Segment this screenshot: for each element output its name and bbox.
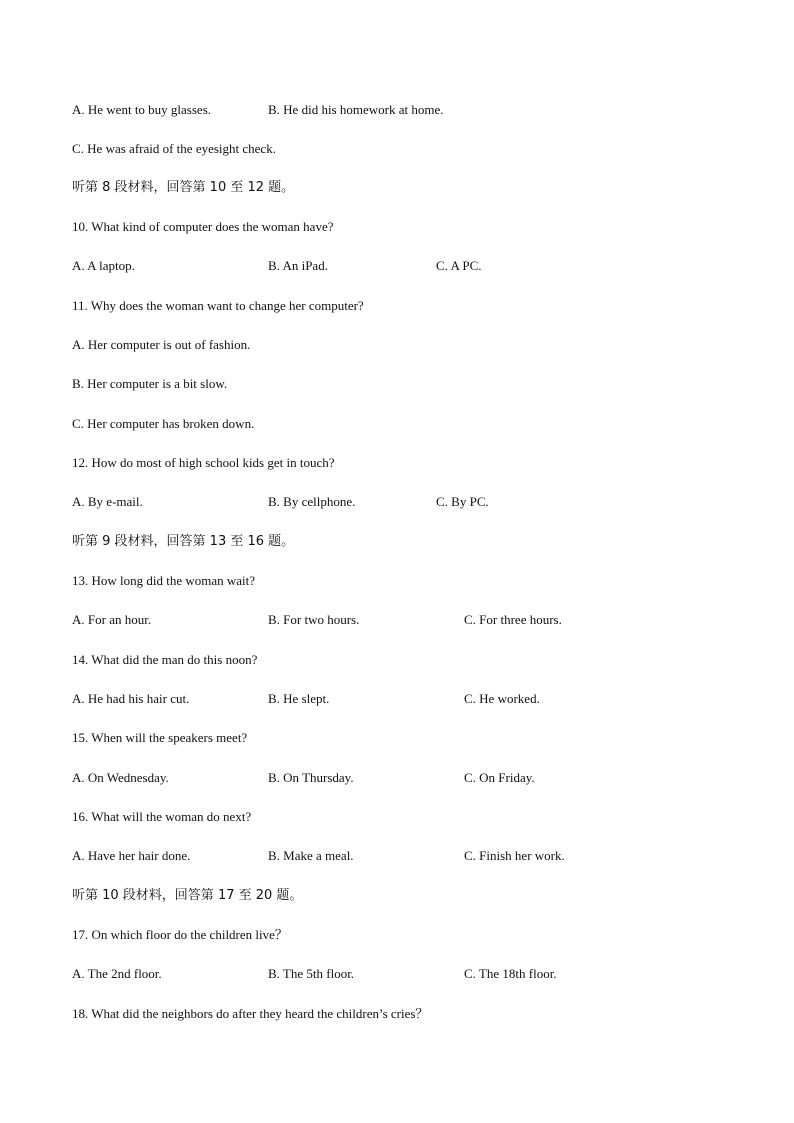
section-8-heading: 听第 8 段材料，回答第 10 至 12 题。 xyxy=(72,180,295,195)
q16-option-b: B. Make a meal. xyxy=(268,848,354,863)
q11-option-a: A. Her computer is out of fashion. xyxy=(72,337,251,352)
q10-option-c: C. A PC. xyxy=(436,258,482,273)
q11-option-b: B. Her computer is a bit slow. xyxy=(72,376,228,391)
q13-option-c: C. For three hours. xyxy=(464,612,562,627)
q17-question: 17. On which floor do the children live？ xyxy=(72,927,288,942)
q12-option-c: C. By PC. xyxy=(436,494,489,509)
q12-option-a: A. By e-mail. xyxy=(72,494,143,509)
q10-option-a: A. A laptop. xyxy=(72,258,135,273)
q17-option-a: A. The 2nd floor. xyxy=(72,966,162,981)
q14-option-a: A. He had his hair cut. xyxy=(72,691,190,706)
q12-question: 12. How do most of high school kids get in touch? xyxy=(72,455,335,470)
q15-question: 15. When will the speakers meet? xyxy=(72,730,248,745)
q9-option-a: A. He went to buy glasses. xyxy=(72,102,212,117)
q17-option-b: B. The 5th floor. xyxy=(268,966,355,981)
q14-option-b: B. He slept. xyxy=(268,691,330,706)
q9-option-b: B. He did his homework at home. xyxy=(268,102,444,117)
q15-option-b: B. On Thursday. xyxy=(268,770,354,785)
section-10-heading: 听第 10 段材料，回答第 17 至 20 题。 xyxy=(72,888,303,903)
q10-question: 10. What kind of computer does the woman have? xyxy=(72,219,334,234)
q16-question: 16. What will the woman do next? xyxy=(72,809,252,824)
q17-option-c: C. The 18th floor. xyxy=(464,966,557,981)
q13-question: 13. How long did the woman wait? xyxy=(72,573,256,588)
q11-question: 11. Why does the woman want to change her computer? xyxy=(72,298,364,313)
q9-option-c: C. He was afraid of the eyesight check. xyxy=(72,141,276,156)
q16-option-c: C. Finish her work. xyxy=(464,848,565,863)
q13-option-b: B. For two hours. xyxy=(268,612,360,627)
q11-option-c: C. Her computer has broken down. xyxy=(72,416,255,431)
q10-option-b: B. An iPad. xyxy=(268,258,328,273)
q12-option-b: B. By cellphone. xyxy=(268,494,356,509)
q13-option-a: A. For an hour. xyxy=(72,612,152,627)
q18-question: 18. What did the neighbors do after they heard the children’s cries？ xyxy=(72,1006,429,1021)
q15-option-a: A. On Wednesday. xyxy=(72,770,169,785)
section-9-heading: 听第 9 段材料，回答第 13 至 16 题。 xyxy=(72,534,295,549)
q15-option-c: C. On Friday. xyxy=(464,770,535,785)
q14-question: 14. What did the man do this noon? xyxy=(72,652,258,667)
q16-option-a: A. Have her hair done. xyxy=(72,848,191,863)
q14-option-c: C. He worked. xyxy=(464,691,540,706)
